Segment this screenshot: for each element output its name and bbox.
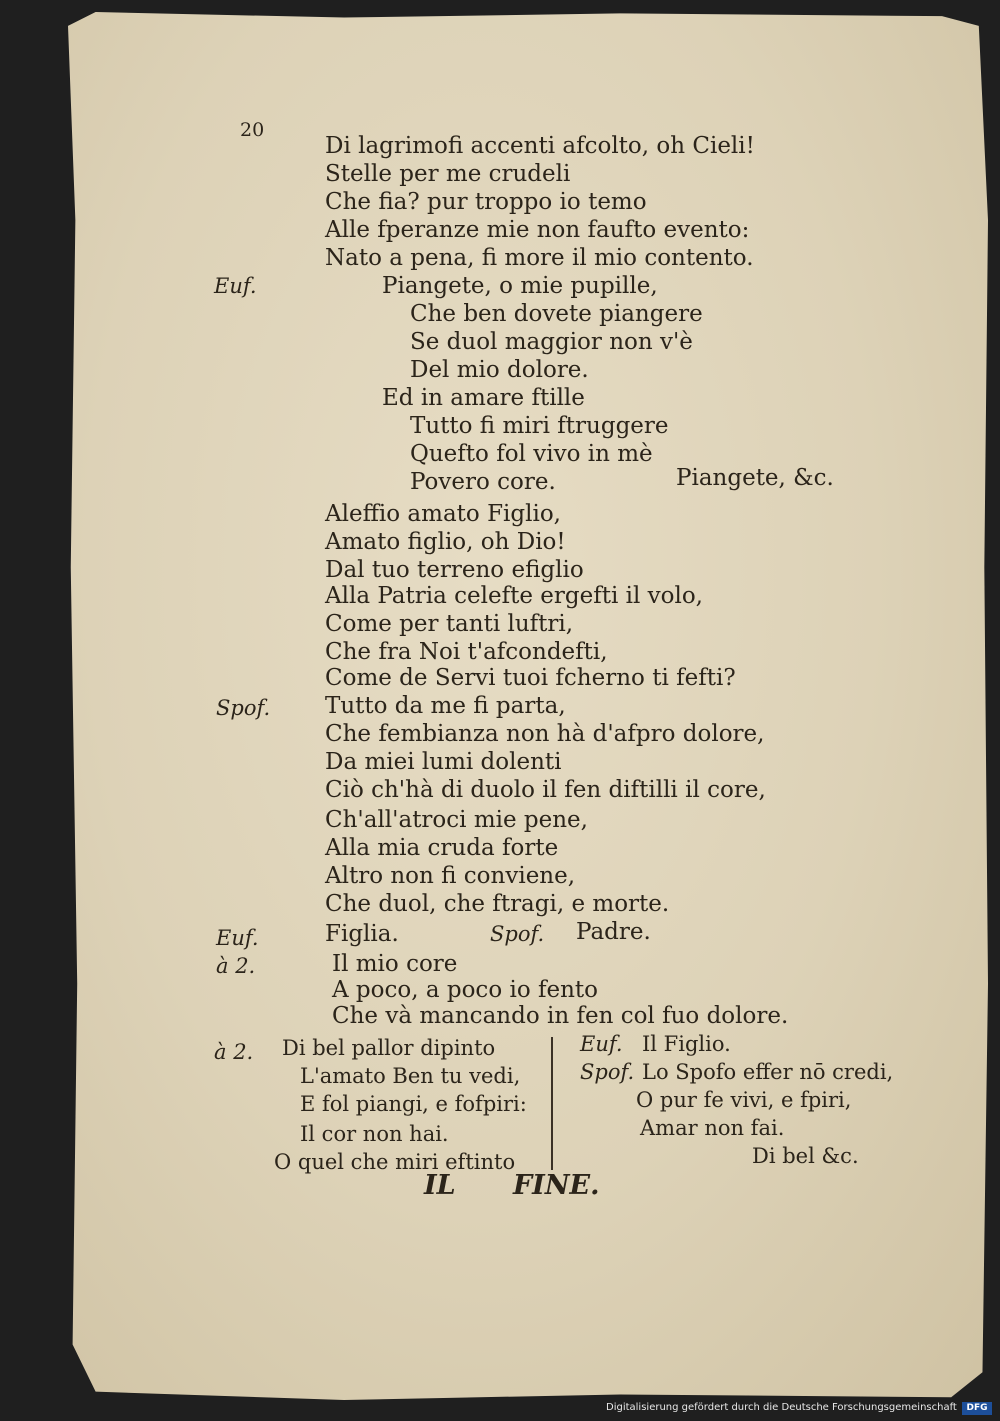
speaker-label: Spof. bbox=[580, 1060, 635, 1084]
text-line: Amato figlio, oh Dio! bbox=[325, 529, 566, 555]
text-line: Ciò ch'hà di duolo il fen diftilli il core, bbox=[325, 777, 766, 803]
speaker-label: Spof. bbox=[216, 696, 271, 720]
text-line: Povero core. bbox=[410, 469, 556, 495]
page-number: 20 bbox=[240, 119, 265, 141]
text-line: Che fra Noi t'afcondefti, bbox=[325, 639, 608, 665]
text-line: Aleffio amato Figlio, bbox=[325, 501, 561, 527]
duet-right-line: Il Figlio. bbox=[642, 1032, 731, 1056]
text-line: Dal tuo terreno efiglio bbox=[325, 557, 584, 583]
text-line: Che và mancando in fen col fuo dolore. bbox=[332, 1003, 789, 1029]
dfg-logo: DFG bbox=[962, 1402, 992, 1415]
speaker-label: Euf. bbox=[216, 926, 259, 950]
text-line: Ch'all'atroci mie pene, bbox=[325, 807, 588, 833]
text-line: Figlia. bbox=[325, 921, 399, 947]
speaker-label: à 2. bbox=[216, 954, 256, 978]
text-line: Quefto fol vivo in mè bbox=[410, 441, 653, 467]
speaker-label: Euf. bbox=[580, 1032, 623, 1056]
text-line: Padre. bbox=[576, 919, 651, 945]
text-line: Che duol, che ftragi, e morte. bbox=[325, 891, 670, 917]
duet-left-line: E fol piangi, e fofpiri: bbox=[300, 1092, 527, 1116]
text-line: Il mio core bbox=[332, 951, 458, 977]
text-line: Tutto fi miri ftruggere bbox=[410, 413, 669, 439]
duet-right-line: Di bel &c. bbox=[752, 1144, 859, 1168]
end-title: IL FINE. bbox=[424, 1170, 600, 1201]
speaker-label: Spof. bbox=[490, 922, 545, 946]
column-divider bbox=[551, 1037, 553, 1170]
text-line: Alla mia cruda forte bbox=[325, 835, 559, 861]
text-line: Alla Patria celefte ergefti il volo, bbox=[325, 583, 703, 609]
text-line: Tutto da me fi parta, bbox=[325, 693, 566, 719]
duet-right-line: Amar non fai. bbox=[640, 1116, 785, 1140]
text-line: Come de Servi tuoi fcherno ti fefti? bbox=[325, 665, 736, 691]
text-line: Altro non fi conviene, bbox=[325, 863, 576, 889]
text-line: Del mio dolore. bbox=[410, 357, 589, 383]
duet-left-line: O quel che miri eftinto bbox=[274, 1150, 516, 1174]
duet-left-line: Il cor non hai. bbox=[300, 1122, 449, 1146]
duet-left-line: L'amato Ben tu vedi, bbox=[300, 1064, 521, 1088]
text-line: Nato a pena, fi more il mio contento. bbox=[325, 245, 754, 271]
text-line: Come per tanti luftri, bbox=[325, 611, 574, 637]
text-line: Stelle per me crudeli bbox=[325, 161, 571, 187]
duet-right-line: O pur fe vivi, e fpiri, bbox=[636, 1088, 852, 1112]
text-line: Piangete, &c. bbox=[676, 465, 834, 491]
speaker-label: Euf. bbox=[214, 274, 257, 298]
digitization-credit: Digitalisierung gefördert durch die Deutsche Forschungsgemeinschaft bbox=[606, 1402, 957, 1413]
text-line: Che fembianza non hà d'afpro dolore, bbox=[325, 721, 765, 747]
duet-left-line: Di bel pallor dipinto bbox=[282, 1036, 496, 1060]
text-line: Piangete, o mie pupille, bbox=[382, 273, 658, 299]
text-line: A poco, a poco io fento bbox=[332, 977, 599, 1003]
text-line: Alle fperanze mie non faufto evento: bbox=[325, 217, 750, 243]
text-line: Che ben dovete piangere bbox=[410, 301, 703, 327]
text-line: Se duol maggior non v'è bbox=[410, 329, 693, 355]
text-line: Di lagrimofi accenti afcolto, oh Cieli! bbox=[325, 133, 755, 159]
text-line: Che fia? pur troppo io temo bbox=[325, 189, 647, 215]
duet-right-line: Lo Spofo effer nō credi, bbox=[642, 1060, 894, 1084]
speaker-label: à 2. bbox=[214, 1040, 254, 1064]
text-line: Da miei lumi dolenti bbox=[325, 749, 562, 775]
text-line: Ed in amare ftille bbox=[382, 385, 585, 411]
